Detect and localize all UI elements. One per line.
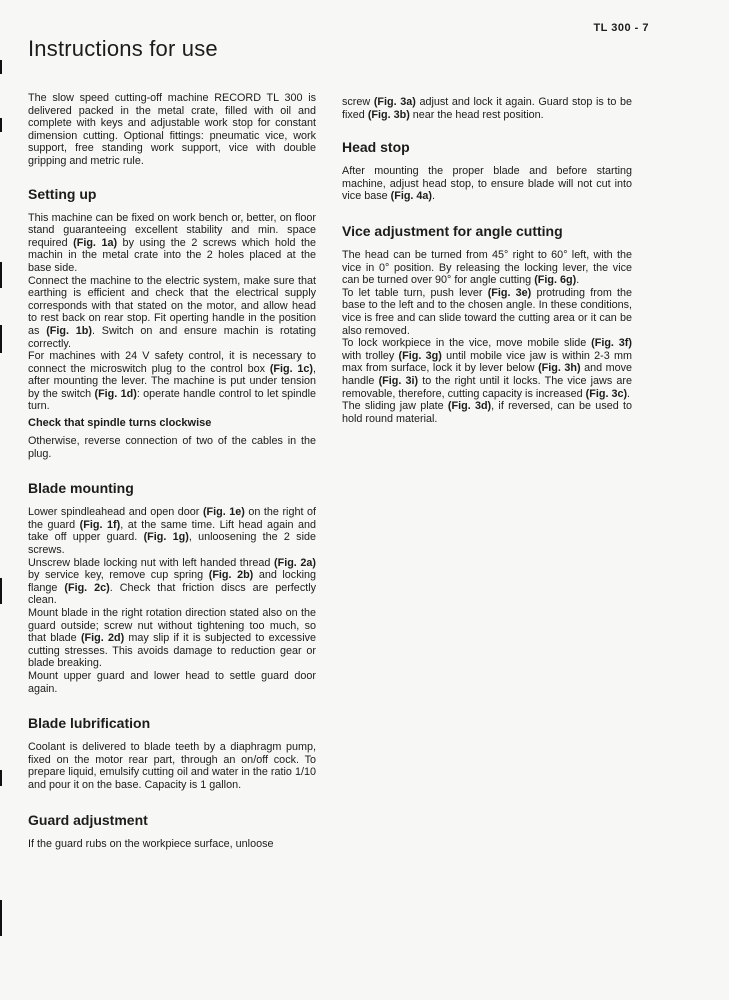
- setting-up-paragraph: Otherwise, reverse connection of two of the cables in the plug.: [28, 435, 316, 460]
- blade-lubrification-heading: Blade lubrification: [28, 715, 151, 732]
- scan-mark: [0, 262, 2, 288]
- scan-mark: [0, 900, 2, 936]
- spindle-check-subheading: Check that spindle turns clockwise: [28, 417, 212, 430]
- vice-adjustment-paragraph: The head can be turned from 45° right to 60° left, with the vice in 0° position. By releasing the locking lever, the vice can be turned over 90° for angle cutting (Fig. 6g).: [342, 248, 632, 287]
- scan-mark: [0, 60, 2, 74]
- head-stop-paragraph: After mounting the proper blade and before starting machine, adjust head stop, to ensure blade will not cut into vice base (Fig. 4a).: [342, 165, 632, 203]
- right-column: [342, 96, 632, 425]
- blade-mounting-heading: Blade mounting: [28, 480, 134, 497]
- vice-adjustment-paragraph: The sliding jaw plate (Fig. 3d), if reversed, can be used to hold round material.: [342, 400, 632, 425]
- scan-mark: [0, 578, 2, 604]
- guard-adjustment-heading: Guard adjustment: [28, 811, 148, 828]
- head-stop-heading: Head stop: [342, 139, 410, 156]
- setting-up-paragraph: Connect the machine to the electric system, make sure that earthing is efficient and check that the electrical supply corresponds with that stated on the motor, and allow head to rest back on rear stop. Fit operting handle in the position as (Fig. 1b). Switch on and ensure machin is rotating correctly.: [28, 274, 316, 350]
- scan-mark: [0, 770, 2, 786]
- intro-paragraph: The slow speed cutting-off machine RECORD TL 300 is delivered packed in the metal crate, filled with oil and complete with keys and adjustable work stop for constant dimension cutting. Optional fittings: pneumatic vice, work support, free standing work support, vice with double gripping and metric rule.: [28, 92, 316, 167]
- blade-mounting-paragraph: Lower spindleahead and open door (Fig. 1e) on the right of the guard (Fig. 1f), at the same time. Lift head again and take off upper guard. (Fig. 1g), unloosening the 2 side screws.: [28, 506, 317, 557]
- page-number: TL 300 - 7: [593, 22, 649, 34]
- blade-mounting-paragraph: Mount upper guard and lower head to settle guard door again.: [28, 669, 316, 695]
- vice-adjustment-heading: Vice adjustment for angle cutting: [342, 222, 563, 239]
- scan-mark: [0, 118, 2, 132]
- blade-mounting-paragraph: Mount blade in the right rotation direction stated also on the guard outside; screw nut without tightening too much, so that blade (Fig. 2d) may slip if it is subjected to excessive cutting stresses. This avoids damage to reduction gear or blade breaking.: [28, 607, 316, 670]
- left-column: [28, 92, 316, 850]
- blade-mounting-paragraph: Unscrew blade locking nut with left handed thread (Fig. 2a) by service key, remove cup spring (Fig. 2b) and locking flange (Fig. 2c). Check that friction discs are perfectly clean.: [28, 556, 317, 607]
- guard-adjustment-paragraph: If the guard rubs on the workpiece surface, unloose: [28, 837, 274, 850]
- scan-mark: [0, 325, 2, 353]
- setting-up-heading: Setting up: [28, 185, 97, 202]
- setting-up-paragraph: For machines with 24 V safety control, it is necessary to connect the microswitch plug to the control box (Fig. 1c), after mounting the lever. The machine is put under tension by the switch (Fig. 1d): operate handle control to let spindle turn.: [28, 350, 317, 413]
- vice-adjustment-paragraph: To lock workpiece in the vice, move mobile slide (Fig. 3f) with trolley (Fig. 3g) until mobile vice jaw is within 2-3 mm max from surface, lock it by lever below (Fig. 3h) and move handle (Fig. 3i) to the right until it locks. The vice jaws are removable, therefore, cutting capacity is increased (Fig. 3c).: [342, 337, 633, 400]
- blade-lubrification-paragraph: Coolant is delivered to blade teeth by a diaphragm pump, fixed on the motor rear part, through an on/off cock. To prepare liquid, emulsify cutting oil and water in the ratio 1/10 and pour it on the base. Capacity is 1 gallon.: [28, 741, 316, 791]
- guard-adjustment-continued: screw (Fig. 3a) adjust and lock it again. Guard stop is to be fixed (Fig. 3b) near the head rest position.: [342, 96, 632, 121]
- setting-up-paragraph: This machine can be fixed on work bench or, better, on floor stand guaranteeing excellent stability and min. space required (Fig. 1a) by using the 2 screws which hold the machin in the metal crate into the 2 holes placed at the base side.: [28, 211, 316, 274]
- vice-adjustment-paragraph: To let table turn, push lever (Fig. 3e) protruding from the base to the left and to the chosen angle. In these conditions, vice is free and can slide toward the cutting area or it can be also removed.: [342, 286, 633, 337]
- page-title: Instructions for use: [28, 36, 218, 61]
